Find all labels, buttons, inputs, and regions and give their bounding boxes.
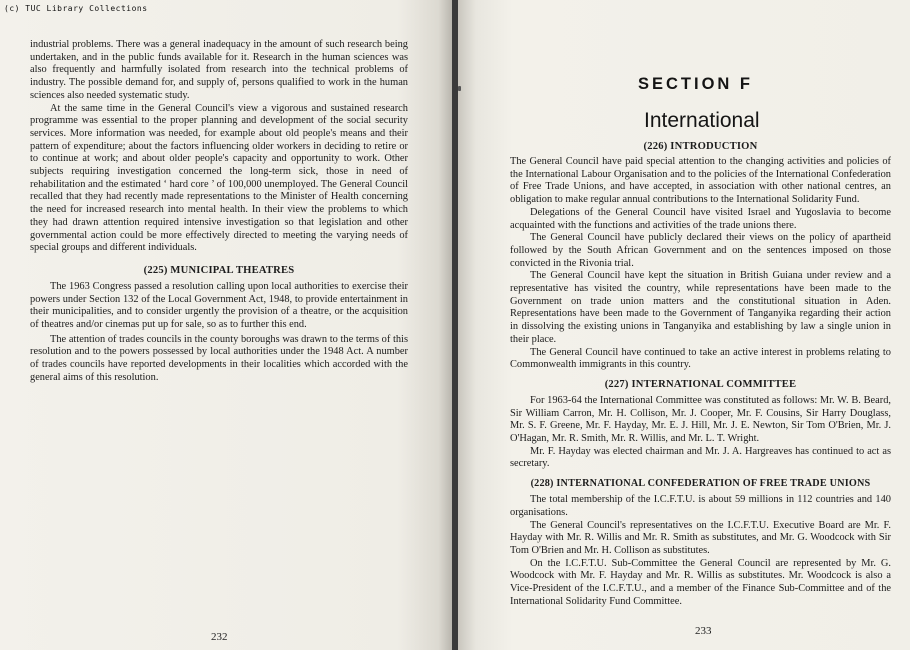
right-page xyxy=(458,0,910,650)
body-paragraph: The 1963 Congress passed a resolution calling upon local authorities to exercise their powers under Section 132 of the Local Government Act, 1948, to provide entertainment in their municipalities, and to consider urgently the provision of a theatre, or the acquisition of theatres and/or cinemas put up for sale, so as to further this end. xyxy=(30,280,408,331)
heading-international-committee: (227) INTERNATIONAL COMMITTEE xyxy=(604,378,797,390)
body-paragraph: For 1963-64 the International Committee was constituted as follows: Mr. W. B. Beard, Sir William Carron, Mr. H. Collison, Mr. J. Cooper, Mr. F. Cousins, Sir Harry Douglass, Mr. S. F. Greene, Mr. F. Hayday, Mr. E. J. Hill, Mr. J. E. Newton, Sir Tom O'Brien, Mr. J. O'Hagan, Mr. R. Smith, Mr. R. Willis, and Mr. L. T. Wright. xyxy=(510,394,891,445)
heading-icftu: (228) INTERNATIONAL CONFEDERATION OF FREE TRADE UNIONS xyxy=(530,478,871,490)
body-paragraph: The General Council have publicly declared their views on the policy of apartheid followed by the South African Government and on the sentences imposed on those convicted in the Rivonia trial. xyxy=(510,232,891,269)
body-paragraph: The General Council have kept the situation in British Guiana under review and a representative has visited the country, while representations have been made to the Government on trade union matters and the constitutional situation in Aden. Representations have been made to the Government of Tanganyika regarding their action in dissolving the existing unions in Tanganyika and establishing by law a single union in their place. xyxy=(510,270,891,345)
page-number: 233 xyxy=(695,625,712,637)
body-paragraph: On the I.C.F.T.U. Sub-Committee the General Council are represented by Mr. G. Woodcock with Mr. F. Hayday and Mr. R. Willis as substitutes. Mr. Woodcock is also a Vice-President of the I.C.F.T.U., and a member of the Finance Sub-Committee and of the International Solidarity Fund Committee. xyxy=(510,557,891,607)
left-text-column xyxy=(30,39,408,385)
right-text-column xyxy=(510,141,891,609)
print-speck xyxy=(458,86,461,91)
body-paragraph: industrial problems. There was a general inadequacy in the amount of such research being undertaken, and in the public funds available for it. Research in the human sciences was also frequently and harmfully isolated from research into the technical problems of industry. The possible demand for, and supply of, persons qualified to work in the human sciences also needed systematic study. xyxy=(30,39,408,101)
body-paragraph: Mr. F. Hayday was elected chairman and Mr. J. A. Hargreaves has continued to act as secretary. xyxy=(510,445,891,470)
section-label: SECTION F xyxy=(638,75,754,93)
heading-introduction: (226) INTRODUCTION xyxy=(643,141,758,152)
body-paragraph: The General Council have continued to take an active interest in problems relating to Commonwealth immigrants in this country. xyxy=(510,346,891,371)
library-watermark: (c) TUC Library Collections xyxy=(4,4,148,13)
body-paragraph: At the same time in the General Council's view a vigorous and sustained research programme was essential to the proper planning and development of the social security services. More information was needed, for example about old people's means and their pattern of expenditure; about the factors influencing older workers in deciding to retire or to continue at work; and about older people's capacity and opportunity to work. Other subjects requiring investigation concerned the long-term sick, those in need of rehabilitation and the estimated ‘ hard core ’ of 100,000 unemployed. The General Council recalled that they had recently made representations to the Minister of Health concerning the need for increased research into mental health. In their view the problems to which they had drawn attention required intensive investigation so that legislation and other governmental action could be more effectively directed to meeting the varying needs of special groups and different individuals. xyxy=(30,102,408,254)
body-paragraph: The General Council have paid special attention to the changing activities and policies of the International Labour Organisation and to the policies of the International Confederation of Free Trade Unions, and have accepted, in association with other national centres, an obligation to make regular annual contributions to the International Solidarity Fund. xyxy=(510,156,891,206)
heading-municipal-theatres: (225) MUNICIPAL THEATRES xyxy=(143,264,295,276)
body-paragraph: The total membership of the I.C.F.T.U. is about 59 millions in 112 countries and 140 organisations. xyxy=(510,494,891,518)
body-paragraph: Delegations of the General Council have visited Israel and Yugoslavia to become acquainted with the functions and activities of the trade unions there. xyxy=(510,206,891,231)
body-paragraph: The General Council's representatives on the I.C.F.T.U. Executive Board are Mr. F. Hayday with Mr. R. Willis and Mr. R. Smith as substitutes, and Mr. G. Woodcock with Sir Tom O'Brien and Mr. H. Collison as substitutes. xyxy=(510,519,891,556)
page-number: 232 xyxy=(211,631,228,643)
left-page xyxy=(0,0,452,650)
section-title: International xyxy=(644,109,760,132)
body-paragraph: The attention of trades councils in the county boroughs was drawn to the terms of this resolution and to the powers possessed by local authorities under the 1948 Act. A number of trades councils have reported developments in their localities which accorded with the general aims of this resolution. xyxy=(30,333,408,383)
